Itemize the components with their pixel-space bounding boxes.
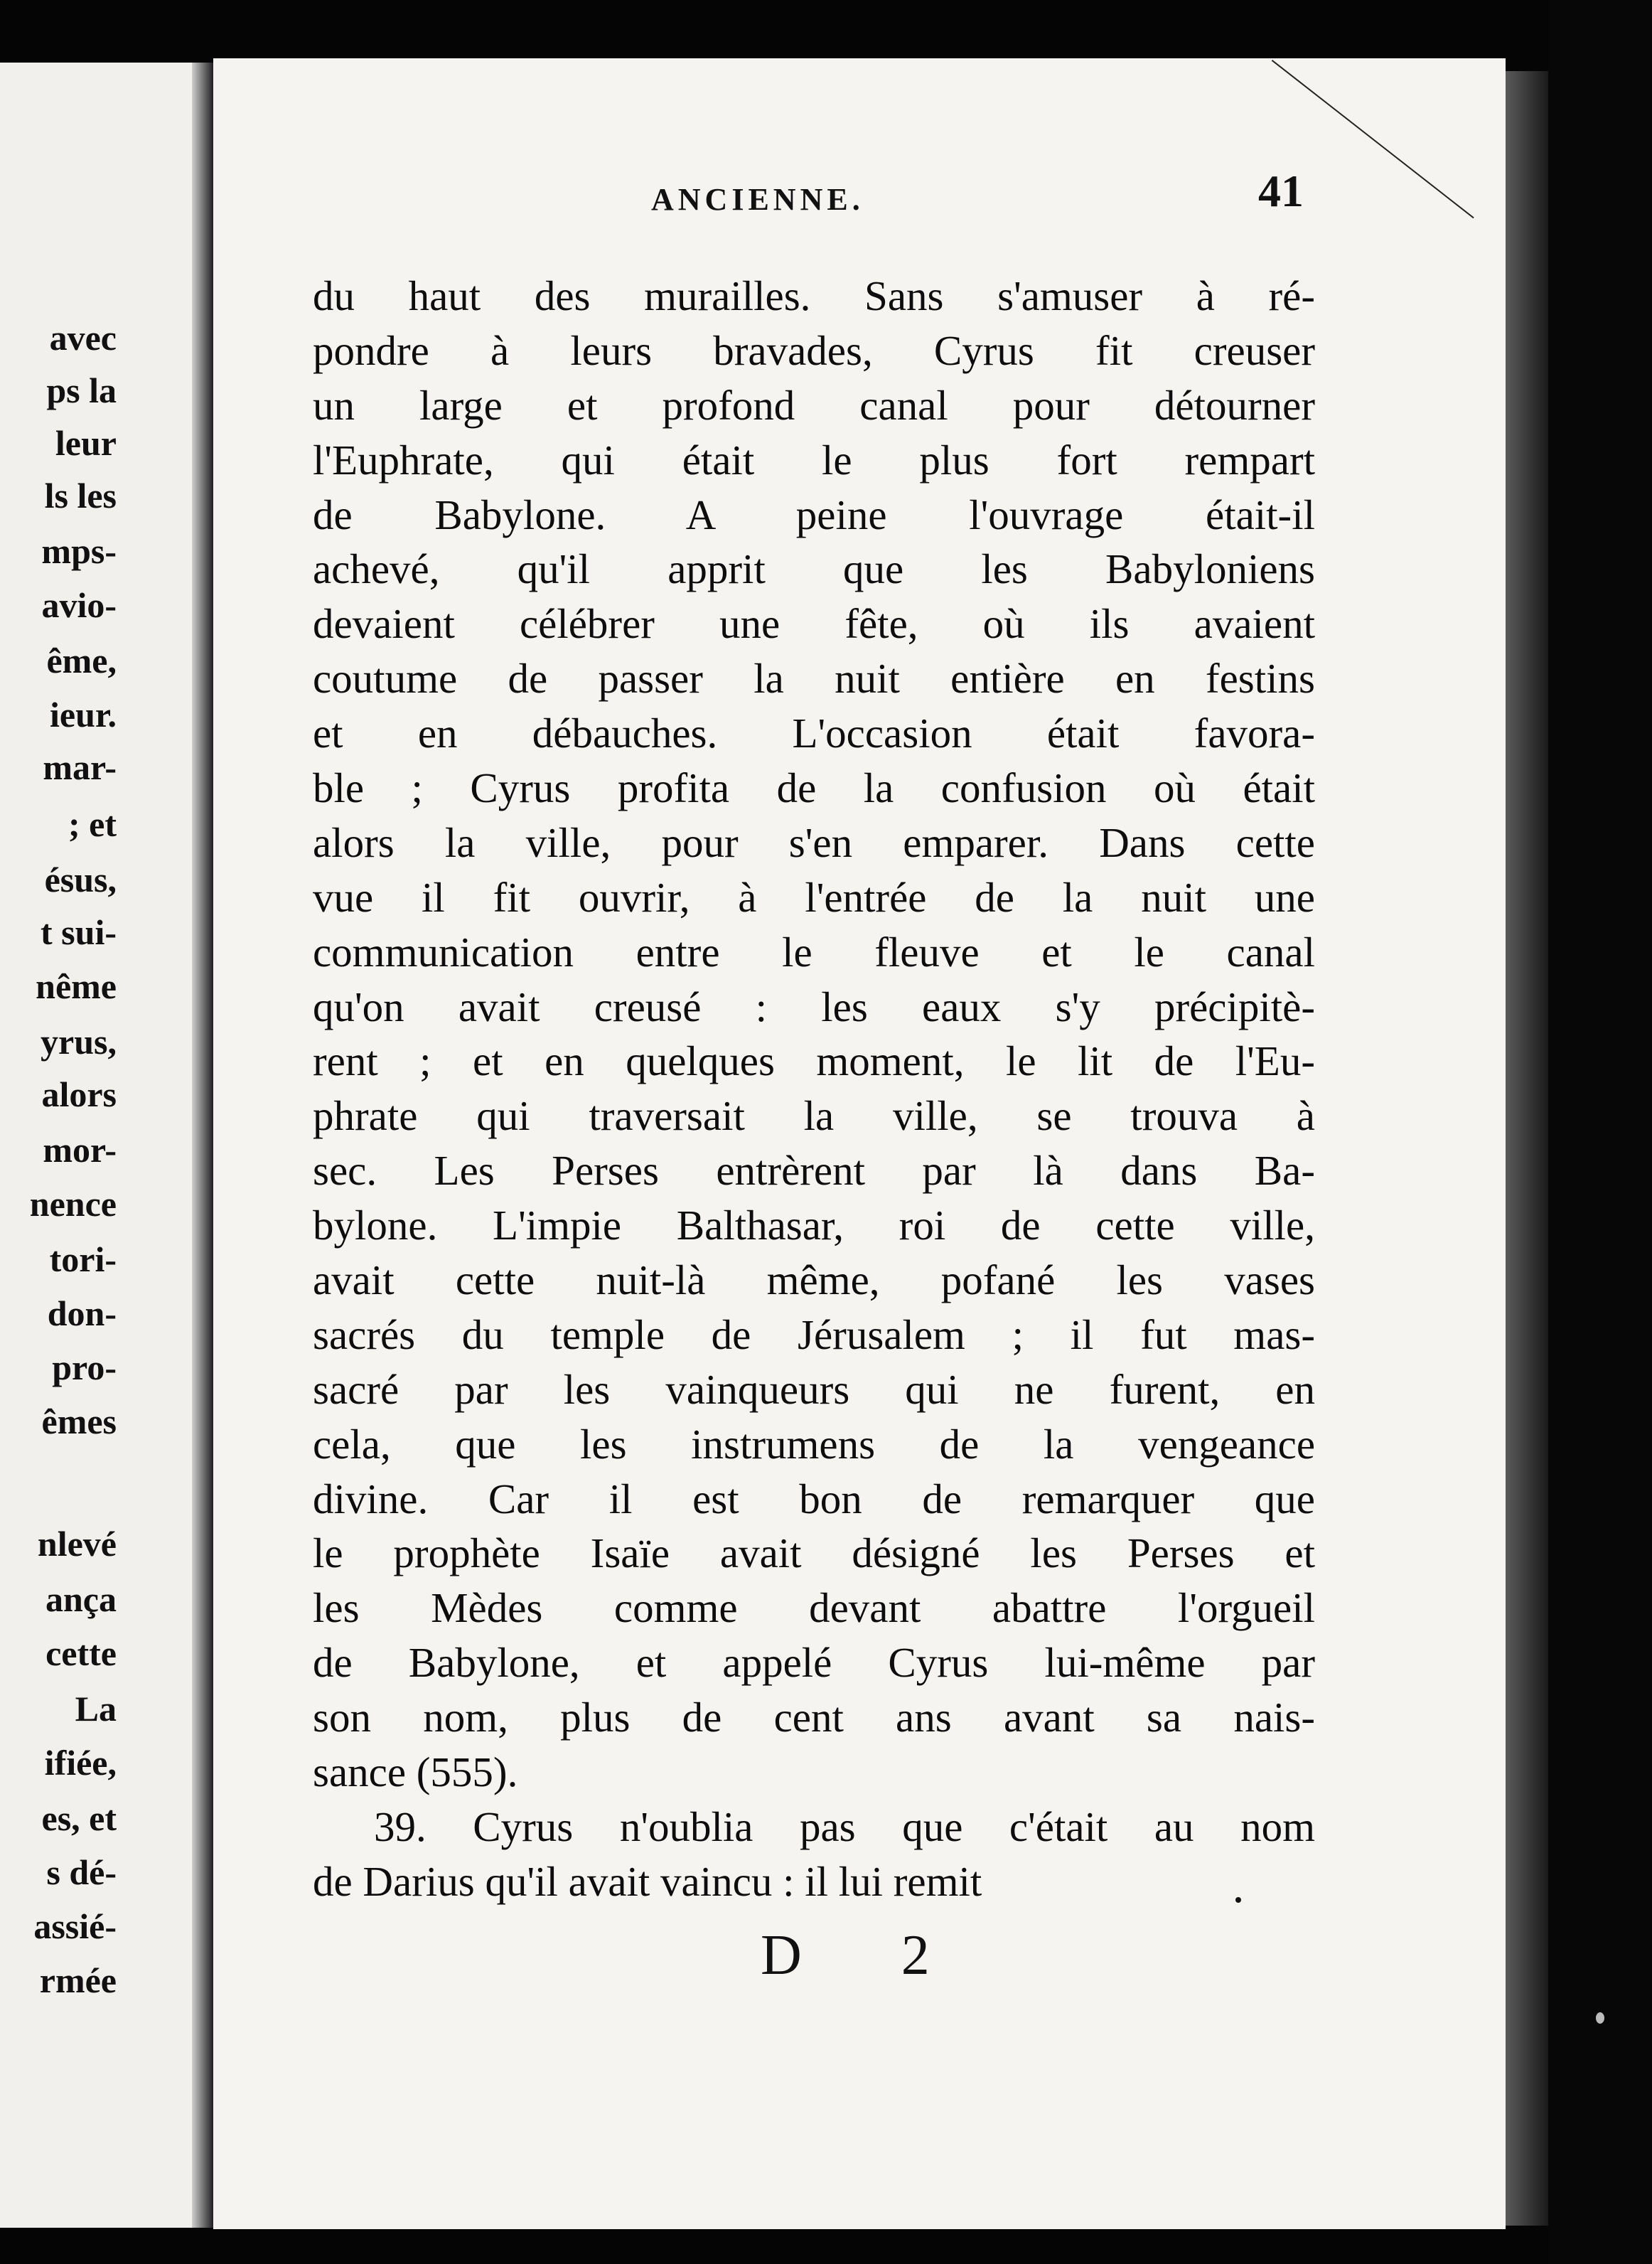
left-page-text-fragment: avec xyxy=(49,318,117,358)
left-page-text-fragment: ps la xyxy=(46,370,117,410)
left-page-text-fragment: nême xyxy=(36,966,117,1006)
left-page-text-fragment: ême, xyxy=(46,641,117,680)
body-line: de Darius qu'il avait vaincu : il lui remit xyxy=(313,1857,982,1905)
body-line: divine. Car il est bon de remarquer que xyxy=(313,1475,1315,1522)
left-page-text-fragment: êmes xyxy=(41,1401,117,1441)
running-head: ANCIENNE. xyxy=(651,182,864,217)
left-page-text-fragment: es, et xyxy=(41,1798,117,1838)
left-page-text-fragment: don- xyxy=(47,1293,117,1333)
scan-border-right xyxy=(1548,0,1652,2264)
scan-speck xyxy=(1596,2012,1604,2024)
left-page-text-fragment: rmée xyxy=(39,1960,117,2000)
left-page-text-fragment: ança xyxy=(45,1579,117,1619)
body-line: de Babylone, et appelé Cyrus lui-même par xyxy=(313,1639,1315,1687)
body-line: les Mèdes comme devant abattre l'orgueil xyxy=(313,1584,1315,1632)
body-line: son nom, plus de cent ans avant sa nais- xyxy=(313,1694,1315,1741)
left-page-text-fragment: pro- xyxy=(52,1347,117,1387)
left-page-text-fragment: nlevé xyxy=(37,1524,117,1564)
left-page-text-fragment: avio- xyxy=(41,585,117,625)
body-line: ble ; Cyrus profita de la confusion où était xyxy=(313,764,1315,812)
body-line: du haut des murailles. Sans s'amuser à ré- xyxy=(313,272,1315,319)
left-page-text-fragment: tori- xyxy=(49,1239,117,1279)
body-text xyxy=(313,269,1315,1909)
body-line: le prophète Isaïe avait désigné les Perses et xyxy=(313,1529,1315,1577)
left-page-text-fragment: ls les xyxy=(44,476,117,516)
left-page-text-fragment: mps- xyxy=(41,531,117,571)
body-line: 39. Cyrus n'oublia pas que c'était au nom xyxy=(374,1803,1315,1850)
left-page-text-fragment: nence xyxy=(29,1184,117,1224)
left-page-text-fragment: ; et xyxy=(68,804,117,844)
body-line: alors la ville, pour s'en emparer. Dans cette xyxy=(313,818,1315,866)
body-line: vue il fit ouvrir, à l'entrée de la nuit une xyxy=(313,873,1315,921)
body-line: et en débauches. L'occasion était favora- xyxy=(313,710,1315,757)
body-line: sacré par les vainqueurs qui ne furent, en xyxy=(313,1365,1315,1413)
left-page-text-fragment: assié- xyxy=(33,1906,117,1946)
body-line: communication entre le fleuve et le canal xyxy=(313,928,1315,976)
page-edge-right xyxy=(1506,71,1548,2226)
signature-mark: D 2 xyxy=(761,1924,972,1987)
left-page-text-fragment: alors xyxy=(41,1074,117,1114)
body-line: sacrés du temple de Jérusalem ; il fut mas- xyxy=(313,1310,1315,1358)
body-line: phrate qui traversait la ville, se trouva à xyxy=(313,1092,1315,1140)
left-page-text-fragment: ifiée, xyxy=(44,1743,117,1783)
left-page-text-fragment: t sui- xyxy=(41,912,117,952)
page-number: 41 xyxy=(1258,166,1304,216)
page-gutter xyxy=(192,63,213,2228)
left-page-text-fragment: ésus, xyxy=(44,860,117,899)
body-line: devaient célébrer une fête, où ils avaient xyxy=(313,600,1315,648)
left-page-text-fragment: ieur. xyxy=(50,695,117,735)
body-line: rent ; et en quelques moment, le lit de l'Eu- xyxy=(313,1037,1315,1085)
body-line: sec. Les Perses entrèrent par là dans Ba- xyxy=(313,1147,1315,1195)
body-line: cela, que les instrumens de la vengeance xyxy=(313,1420,1315,1468)
left-page-text-fragment: cette xyxy=(45,1633,117,1673)
scan-speck xyxy=(1235,1897,1241,1903)
left-page-text-fragment: s dé- xyxy=(46,1852,117,1892)
left-facing-page xyxy=(0,63,202,2228)
body-line: avait cette nuit-là même, pofané les vases xyxy=(313,1256,1315,1304)
body-line: l'Euphrate, qui était le plus fort rempart xyxy=(313,436,1315,484)
left-page-text-fragment: mar- xyxy=(43,747,117,787)
body-line: sance (555). xyxy=(313,1748,518,1796)
left-page-text-fragment: leur xyxy=(55,423,117,463)
body-line: coutume de passer la nuit entière en festins xyxy=(313,655,1315,703)
left-page-text-fragment: yrus, xyxy=(41,1022,117,1062)
body-line: bylone. L'impie Balthasar, roi de cette ville, xyxy=(313,1202,1315,1249)
left-page-text-fragment: La xyxy=(75,1689,117,1729)
body-line: qu'on avait creusé : les eaux s'y précipitè- xyxy=(313,983,1315,1030)
body-line: pondre à leurs bravades, Cyrus fit creuser xyxy=(313,326,1315,374)
left-page-text-fragment: mor- xyxy=(43,1130,117,1170)
body-line: achevé, qu'il apprit que les Babyloniens xyxy=(313,545,1315,593)
body-line: de Babylone. A peine l'ouvrage était-il xyxy=(313,491,1315,538)
body-line: un large et profond canal pour détourner xyxy=(313,381,1315,429)
